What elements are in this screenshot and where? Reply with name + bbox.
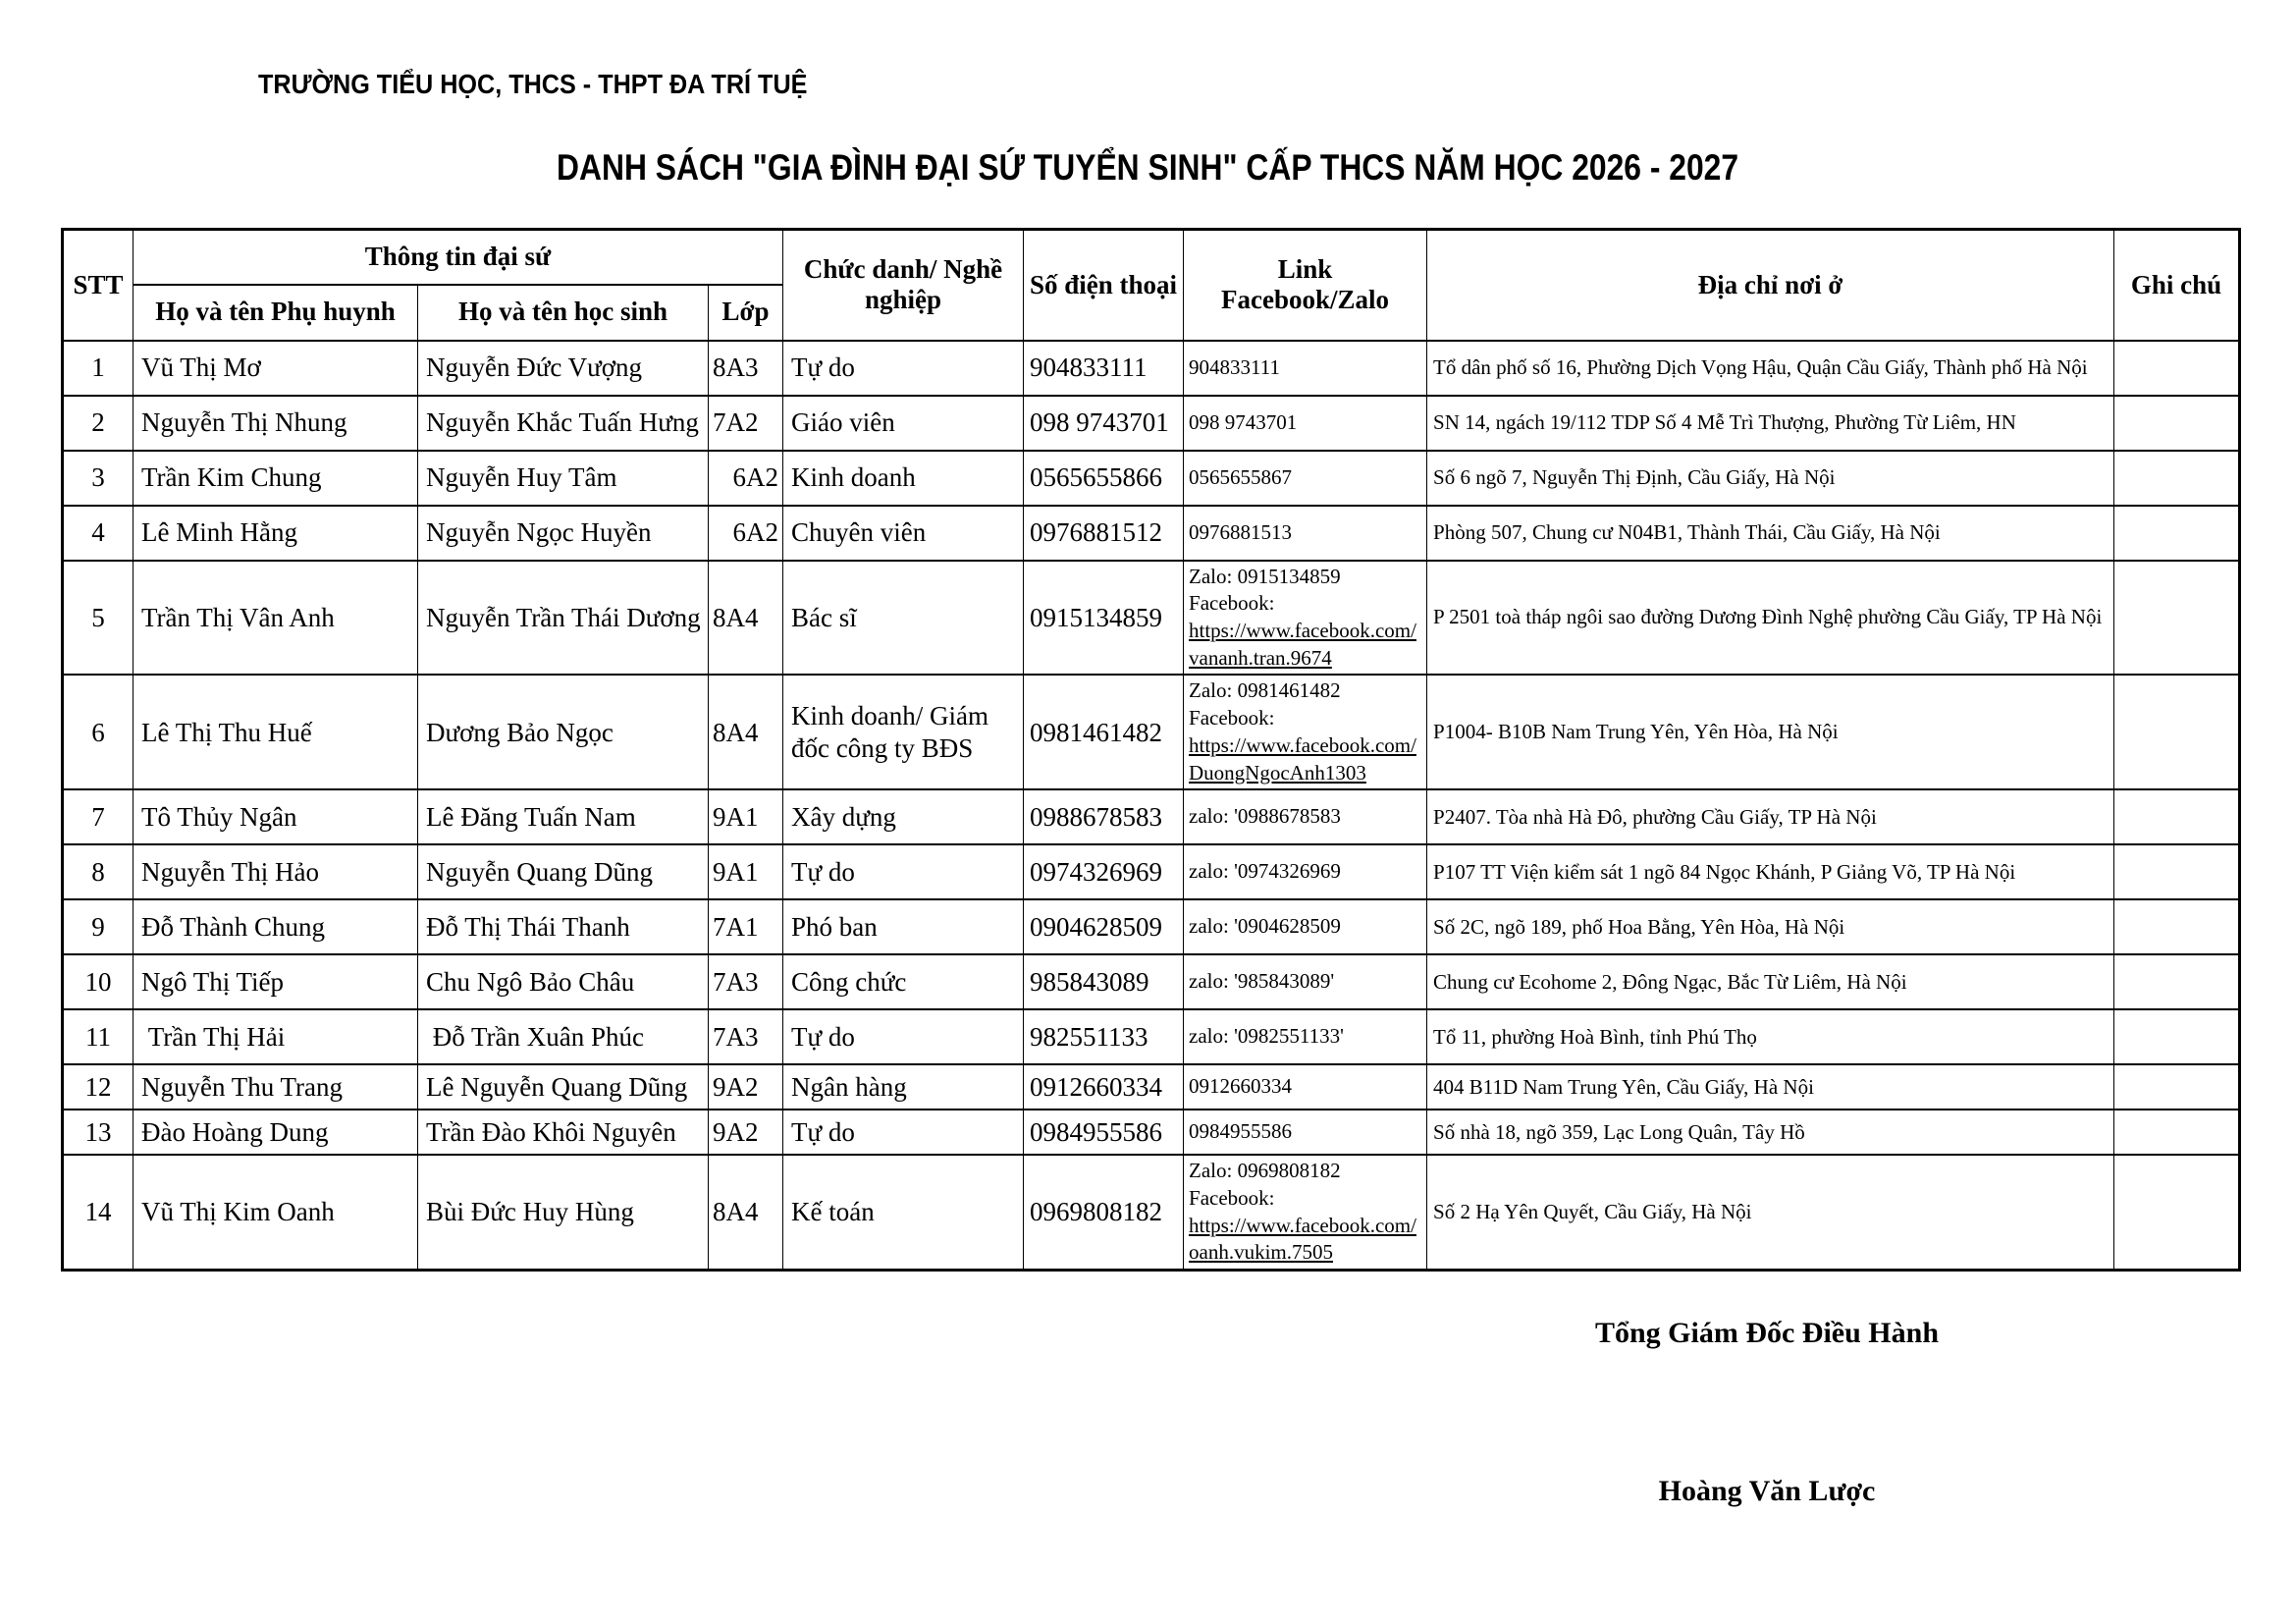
header-parent-name: Họ và tên Phụ huynh: [133, 285, 418, 341]
cell-class: 7A3: [709, 954, 783, 1009]
cell-phone: 098 9743701: [1024, 396, 1184, 451]
cell-class: 9A1: [709, 844, 783, 899]
link-text: 904833111: [1189, 354, 1280, 379]
cell-link: [1184, 844, 1427, 899]
cell-stt: 13: [63, 1110, 133, 1155]
header-link: Link Facebook/Zalo: [1184, 230, 1427, 341]
signer-name: Hoàng Văn Lược: [1658, 1475, 1876, 1507]
table-row-13: [63, 1110, 2240, 1155]
header-job: Chức danh/ Nghề nghiệp: [783, 230, 1024, 341]
cell-parent-name: Đào Hoàng Dung: [133, 1110, 418, 1155]
cell-phone: 0988678583: [1024, 789, 1184, 844]
link-text: 0976881513: [1189, 519, 1293, 544]
table-row-8: [63, 844, 2240, 899]
cell-student-name: Chu Ngô Bảo Châu: [418, 954, 709, 1009]
link-text: Zalo: 0969808182: [1189, 1159, 1341, 1183]
cell-phone: 0974326969: [1024, 844, 1184, 899]
cell-parent-name: Ngô Thị Tiếp: [133, 954, 418, 1009]
cell-phone: 0915134859: [1024, 561, 1184, 676]
cell-address: P 2501 toà tháp ngôi sao đường Dương Đình Nghệ phường Cầu Giấy, TP Hà Nội: [1427, 561, 2114, 676]
school-name: TRƯỜNG TIỂU HỌC, THCS - THPT ĐA TRÍ TUỆ: [258, 69, 808, 99]
link-text: 0912660334: [1189, 1074, 1293, 1099]
cell-student-name: Nguyễn Quang Dũng: [418, 844, 709, 899]
cell-job: Giáo viên: [783, 396, 1024, 451]
cell-student-name: Lê Đăng Tuấn Nam: [418, 789, 709, 844]
cell-note: [2114, 396, 2240, 451]
cell-parent-name: Lê Thị Thu Huế: [133, 675, 418, 789]
header-row-top: [63, 230, 2240, 285]
cell-job: Ngân hàng: [783, 1064, 1024, 1110]
table-row-11: [63, 1009, 2240, 1064]
cell-address: Số nhà 18, ngõ 359, Lạc Long Quân, Tây Hồ: [1427, 1110, 2114, 1155]
link-text: 0984955586: [1189, 1119, 1293, 1144]
cell-class: 7A2: [709, 396, 783, 451]
cell-class: 6A2: [709, 451, 783, 506]
facebook-link[interactable]: https://www.facebook.com/vananh.tran.9674: [1189, 618, 1416, 670]
cell-phone: 982551133: [1024, 1009, 1184, 1064]
cell-phone: 985843089: [1024, 954, 1184, 1009]
cell-address: Chung cư Ecohome 2, Đông Ngạc, Bắc Từ Liêm, Hà Nội: [1427, 954, 2114, 1009]
facebook-link[interactable]: https://www.facebook.com/DuongNgocAnh1303: [1189, 732, 1416, 785]
cell-job: Tự do: [783, 844, 1024, 899]
cell-link: [1184, 954, 1427, 1009]
link-text: Zalo: 0981461482: [1189, 678, 1341, 703]
cell-note: [2114, 451, 2240, 506]
table-row-3: [63, 451, 2240, 506]
table-header: [63, 230, 2240, 341]
cell-address: Số 6 ngõ 7, Nguyễn Thị Định, Cầu Giấy, Hà Nội: [1427, 451, 2114, 506]
cell-class: 8A4: [709, 675, 783, 789]
cell-note: [2114, 789, 2240, 844]
cell-job: Tự do: [783, 1009, 1024, 1064]
link-text: Facebook:: [1189, 1185, 1275, 1210]
link-text: zalo: '0974326969: [1189, 859, 1341, 884]
cell-phone: 0904628509: [1024, 899, 1184, 954]
header-ambassador-info: Thông tin đại sứ: [133, 230, 783, 285]
cell-student-name: Dương Bảo Ngọc: [418, 675, 709, 789]
cell-stt: 8: [63, 844, 133, 899]
cell-student-name: Bùi Đức Huy Hùng: [418, 1155, 709, 1270]
facebook-link[interactable]: https://www.facebook.com/oanh.vukim.7505: [1189, 1213, 1416, 1265]
cell-job: Kinh doanh/ Giám đốc công ty BĐS: [783, 675, 1024, 789]
cell-stt: 6: [63, 675, 133, 789]
cell-parent-name: Nguyễn Thị Nhung: [133, 396, 418, 451]
cell-link: [1184, 1110, 1427, 1155]
table-row-9: [63, 899, 2240, 954]
cell-stt: 5: [63, 561, 133, 676]
cell-address: 404 B11D Nam Trung Yên, Cầu Giấy, Hà Nội: [1427, 1064, 2114, 1110]
cell-stt: 3: [63, 451, 133, 506]
header-phone: Số điện thoại: [1024, 230, 1184, 341]
cell-student-name: Đỗ Thị Thái Thanh: [418, 899, 709, 954]
cell-stt: 9: [63, 899, 133, 954]
cell-stt: 14: [63, 1155, 133, 1270]
cell-link: [1184, 789, 1427, 844]
table-row-4: [63, 506, 2240, 561]
cell-note: [2114, 1155, 2240, 1270]
ambassador-table: [61, 228, 2241, 1272]
cell-note: [2114, 1064, 2240, 1110]
cell-stt: 10: [63, 954, 133, 1009]
cell-address: P107 TT Viện kiểm sát 1 ngõ 84 Ngọc Khánh, P Giảng Võ, TP Hà Nội: [1427, 844, 2114, 899]
cell-student-name: Nguyễn Ngọc Huyền: [418, 506, 709, 561]
cell-note: [2114, 844, 2240, 899]
cell-note: [2114, 1009, 2240, 1064]
link-text: Zalo: 0915134859: [1189, 564, 1341, 588]
table-row-7: [63, 789, 2240, 844]
document-title-wrap: [0, 147, 2296, 189]
cell-phone: 0565655866: [1024, 451, 1184, 506]
cell-parent-name: Tô Thủy Ngân: [133, 789, 418, 844]
cell-phone: 0981461482: [1024, 675, 1184, 789]
cell-parent-name: Trần Kim Chung: [133, 451, 418, 506]
link-text: zalo: '0988678583: [1189, 804, 1341, 829]
table-row-6: [63, 675, 2240, 789]
cell-job: Chuyên viên: [783, 506, 1024, 561]
cell-link: [1184, 451, 1427, 506]
cell-phone: 0969808182: [1024, 1155, 1184, 1270]
link-text: 098 9743701: [1189, 409, 1298, 434]
cell-phone: 0984955586: [1024, 1110, 1184, 1155]
cell-address: P2407. Tòa nhà Hà Đô, phường Cầu Giấy, TP Hà Nội: [1427, 789, 2114, 844]
link-text: Facebook:: [1189, 591, 1275, 616]
cell-note: [2114, 341, 2240, 396]
header-class: Lớp: [709, 285, 783, 341]
cell-note: [2114, 954, 2240, 1009]
cell-stt: 7: [63, 789, 133, 844]
cell-job: Tự do: [783, 341, 1024, 396]
cell-link: [1184, 561, 1427, 676]
signer-title: Tổng Giám Đốc Điều Hành: [1594, 1317, 1940, 1349]
header-stt: STT: [63, 230, 133, 341]
cell-class: 9A1: [709, 789, 783, 844]
header-note: Ghi chú: [2114, 230, 2240, 341]
cell-stt: 11: [63, 1009, 133, 1064]
link-text: zalo: '0982551133': [1189, 1024, 1344, 1049]
cell-student-name: Nguyễn Huy Tâm: [418, 451, 709, 506]
cell-class: 6A2: [709, 506, 783, 561]
document-title: DANH SÁCH "GIA ĐÌNH ĐẠI SỨ TUYỂN SINH" CẤP THCS NĂM HỌC 2026 - 2027: [557, 147, 1739, 188]
cell-parent-name: Nguyễn Thị Hảo: [133, 844, 418, 899]
cell-student-name: Trần Đào Khôi Nguyên: [418, 1110, 709, 1155]
link-text: zalo: '0904628509: [1189, 914, 1341, 939]
cell-student-name: Đỗ Trần Xuân Phúc: [418, 1009, 709, 1064]
table-row-10: [63, 954, 2240, 1009]
cell-link: [1184, 396, 1427, 451]
cell-job: Xây dựng: [783, 789, 1024, 844]
cell-address: Tổ dân phố số 16, Phường Dịch Vọng Hậu, Quận Cầu Giấy, Thành phố Hà Nội: [1427, 341, 2114, 396]
cell-student-name: Nguyễn Trần Thái Dương: [418, 561, 709, 676]
cell-parent-name: Vũ Thị Mơ: [133, 341, 418, 396]
cell-class: 8A4: [709, 1155, 783, 1270]
table-row-2: [63, 396, 2240, 451]
cell-note: [2114, 675, 2240, 789]
cell-address: Phòng 507, Chung cư N04B1, Thành Thái, Cầu Giấy, Hà Nội: [1427, 506, 2114, 561]
cell-address: P1004- B10B Nam Trung Yên, Yên Hòa, Hà Nội: [1427, 675, 2114, 789]
cell-class: 7A3: [709, 1009, 783, 1064]
cell-note: [2114, 506, 2240, 561]
cell-job: Phó ban: [783, 899, 1024, 954]
cell-student-name: Nguyễn Khắc Tuấn Hưng: [418, 396, 709, 451]
cell-class: 9A2: [709, 1064, 783, 1110]
cell-parent-name: Đỗ Thành Chung: [133, 899, 418, 954]
cell-class: 7A1: [709, 899, 783, 954]
cell-job: Kinh doanh: [783, 451, 1024, 506]
table-row-1: [63, 341, 2240, 396]
cell-student-name: Lê Nguyễn Quang Dũng: [418, 1064, 709, 1110]
cell-stt: 4: [63, 506, 133, 561]
header-student-name: Họ và tên học sinh: [418, 285, 709, 341]
cell-stt: 1: [63, 341, 133, 396]
cell-parent-name: Nguyễn Thu Trang: [133, 1064, 418, 1110]
table-row-14: [63, 1155, 2240, 1270]
cell-address: Số 2C, ngõ 189, phố Hoa Bằng, Yên Hòa, Hà Nội: [1427, 899, 2114, 954]
cell-parent-name: Trần Thị Hải: [133, 1009, 418, 1064]
cell-address: Số 2 Hạ Yên Quyết, Cầu Giấy, Hà Nội: [1427, 1155, 2114, 1270]
cell-link: [1184, 1009, 1427, 1064]
link-text: 0565655867: [1189, 464, 1293, 489]
cell-note: [2114, 899, 2240, 954]
cell-phone: 0976881512: [1024, 506, 1184, 561]
cell-link: [1184, 899, 1427, 954]
cell-job: Tự do: [783, 1110, 1024, 1155]
cell-note: [2114, 1110, 2240, 1155]
cell-address: Tổ 11, phường Hoà Bình, tỉnh Phú Thọ: [1427, 1009, 2114, 1064]
cell-link: [1184, 1064, 1427, 1110]
table-body: [63, 341, 2240, 1271]
cell-parent-name: Vũ Thị Kim Oanh: [133, 1155, 418, 1270]
header-address: Địa chỉ nơi ở: [1427, 230, 2114, 341]
cell-job: Công chức: [783, 954, 1024, 1009]
cell-stt: 12: [63, 1064, 133, 1110]
cell-student-name: Nguyễn Đức Vượng: [418, 341, 709, 396]
cell-job: Bác sĩ: [783, 561, 1024, 676]
cell-class: 9A2: [709, 1110, 783, 1155]
cell-class: 8A3: [709, 341, 783, 396]
cell-phone: 0912660334: [1024, 1064, 1184, 1110]
link-text: zalo: '985843089': [1189, 969, 1335, 994]
cell-note: [2114, 561, 2240, 676]
cell-link: [1184, 506, 1427, 561]
cell-stt: 2: [63, 396, 133, 451]
cell-link: [1184, 341, 1427, 396]
cell-address: SN 14, ngách 19/112 TDP Số 4 Mễ Trì Thượng, Phường Từ Liêm, HN: [1427, 396, 2114, 451]
cell-job: Kế toán: [783, 1155, 1024, 1270]
cell-parent-name: Lê Minh Hằng: [133, 506, 418, 561]
cell-phone: 904833111: [1024, 341, 1184, 396]
table-row-5: [63, 561, 2240, 676]
cell-class: 8A4: [709, 561, 783, 676]
cell-parent-name: Trần Thị Vân Anh: [133, 561, 418, 676]
cell-link: [1184, 1155, 1427, 1270]
cell-link: [1184, 675, 1427, 789]
link-text: Facebook:: [1189, 706, 1275, 731]
table-row-12: [63, 1064, 2240, 1110]
